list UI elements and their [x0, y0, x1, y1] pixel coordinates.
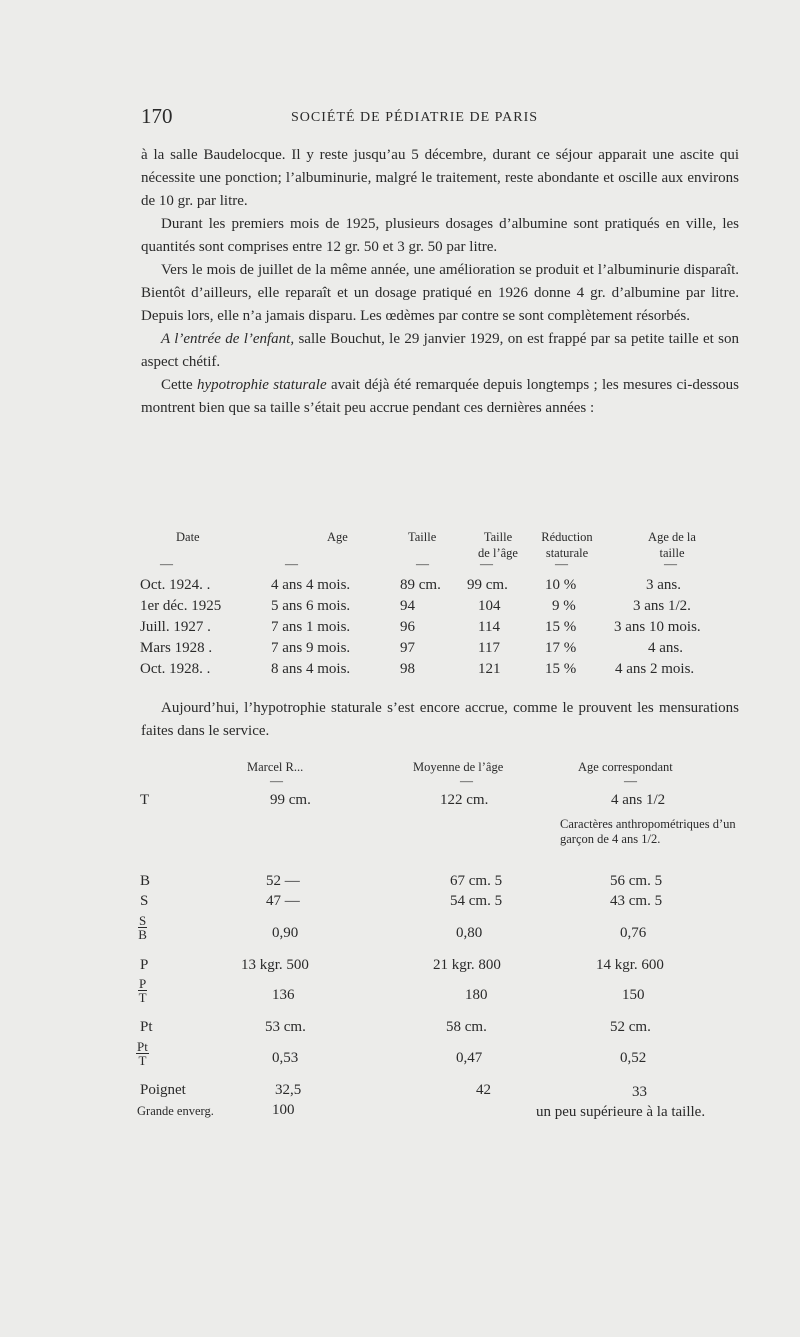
ratio-denominator: B [138, 927, 147, 942]
dash: — [416, 556, 429, 571]
ratio-p-over-t [138, 977, 147, 1004]
cell-reduction: 10 % [545, 577, 577, 593]
cell-date: Oct. 1924. . [140, 577, 211, 593]
row-label: T [140, 792, 150, 808]
cell-correspondant: 56 cm. 5 [610, 873, 663, 889]
cell-correspondant: 33 [632, 1084, 647, 1100]
header-reduction-line2: staturale [545, 546, 589, 560]
cell-age-taille: 4 ans. [648, 640, 683, 656]
row-label: Grande enverg. [137, 1104, 214, 1118]
row-label: S [140, 893, 149, 909]
cell-moyenne: 0,80 [456, 925, 483, 941]
header-age-taille-line2: taille [659, 546, 685, 560]
header-age-taille-line1: Age de la [648, 530, 696, 544]
paragraph-1: à la salle Baudelocque. Il y reste jusqu’au 5 décembre, durant ce séjour apparait une ascite qui nécessite une ponction; l’albuminurie, malgré le traitement, reste abondante et oscille aux environs de 10 gr. par litre. [141, 147, 739, 209]
cell-correspondant: 52 cm. [610, 1019, 651, 1035]
header-marcel: Marcel R... [247, 760, 304, 774]
cell-age-taille: 4 ans 2 mois. [615, 661, 695, 677]
row-label: P [140, 957, 149, 973]
dash: — [460, 773, 473, 788]
ratio-numerator: S [139, 913, 147, 928]
header-date: Date [176, 530, 200, 544]
header-taille: Taille [408, 530, 437, 544]
cell-moyenne: 122 cm. [440, 792, 489, 808]
cell-moyenne: 54 cm. 5 [450, 893, 503, 909]
dash: — [480, 556, 493, 571]
anthropometric-note: Caractères anthropométriques d’un garçon de 4 ans 1/2. [560, 817, 736, 846]
cell-age-taille: 3 ans. [646, 577, 681, 593]
cell-age: 7 ans 9 mois. [271, 640, 351, 656]
cell-reduction: 15 % [545, 661, 577, 677]
cell-reduction: 17 % [545, 640, 577, 656]
cell-age: 8 ans 4 mois. [271, 661, 351, 677]
cell-marcel: 0,53 [272, 1050, 299, 1066]
cell-taille-age: 121 [478, 661, 501, 677]
dash: — [285, 556, 298, 571]
cell-correspondant: 4 ans 1/2 [611, 792, 666, 808]
paragraph-5 [141, 374, 739, 420]
cell-taille: 97 [400, 640, 415, 656]
cell-reduction: 15 % [545, 619, 577, 635]
row-label: B [140, 873, 151, 889]
cell-taille: 94 [400, 598, 415, 614]
row-label: Pt [140, 1019, 153, 1035]
cell-taille: 98 [400, 661, 415, 677]
cell-taille-age: 104 [478, 598, 501, 614]
cell-correspondant: 150 [622, 987, 645, 1003]
cell-correspondant: un peu supérieure à la taille. [536, 1104, 706, 1120]
cell-moyenne: 67 cm. 5 [450, 873, 503, 889]
cell-moyenne: 180 [465, 987, 488, 1003]
paragraph-4-text: salle Bouchut, le 29 janvier 1929, on est frappé par sa petite taille et son aspect chétif. [141, 331, 739, 370]
ratio-numerator: P [139, 976, 147, 991]
dash: — [664, 556, 677, 571]
dash: — [270, 773, 283, 788]
header-age: Age [327, 530, 348, 544]
cell-age: 4 ans 4 mois. [271, 577, 351, 593]
cell-correspondant: 0,76 [620, 925, 647, 941]
ratio-denominator: T [138, 1053, 147, 1068]
cell-age-taille: 3 ans 1/2. [633, 598, 691, 614]
cell-marcel: 53 cm. [265, 1019, 306, 1035]
header-taille-age [466, 529, 530, 561]
cell-date: Oct. 1928. . [140, 661, 211, 677]
paragraph-4 [141, 328, 739, 374]
cell-taille-age: 117 [478, 640, 500, 656]
cell-taille: 89 cm. [400, 577, 441, 593]
paragraph-5-italic: hypotrophie staturale [197, 377, 327, 393]
cell-moyenne: 42 [476, 1082, 491, 1098]
running-head: SOCIÉTÉ DE PÉDIATRIE DE PARIS [291, 110, 539, 125]
header-moyenne: Moyenne de l’âge [413, 760, 504, 774]
cell-age: 5 ans 6 mois. [271, 598, 351, 614]
paragraph-3: Vers le mois de juillet de la même année, une amélioration se produit et l’albuminurie disparaît. Bientôt d’ailleurs, elle reparaît et un dosage pratiqué en 1926 donne 4 gr. d’albumine par litre. Depuis lors, elle n’a jamais disparu. Les œdèmes par contre se sont complètement résorbés. [141, 262, 739, 324]
row-label: Poignet [140, 1082, 186, 1098]
header-taille-age-line2: de l’âge [478, 546, 518, 560]
cell-marcel: 0,90 [272, 925, 299, 941]
ratio-s-over-b [138, 914, 147, 941]
header-reduction-line1: Réduction [541, 530, 593, 544]
paragraph-4-italic: A l’entrée de l’enfant, [161, 331, 295, 347]
cell-correspondant: 14 kgr. 600 [596, 957, 664, 973]
cell-marcel: 47 — [266, 893, 300, 909]
header-taille-age-line1: Taille [483, 530, 513, 544]
ratio-denominator: T [138, 990, 147, 1005]
cell-taille-age: 114 [478, 619, 500, 635]
cell-marcel: 99 cm. [270, 792, 311, 808]
cell-correspondant: 0,52 [620, 1050, 647, 1066]
header-correspondant: Age correspondant [578, 760, 673, 774]
cell-marcel: 52 — [266, 873, 300, 889]
paragraph-5-start: Cette [161, 377, 197, 393]
paragraph-2: Durant les premiers mois de 1925, plusieurs dosages d’albumine sont pratiqués en ville, les quantités sont comprises entre 12 gr. 50 et 3 gr. 50 par litre. [141, 216, 739, 255]
dash: — [624, 773, 637, 788]
cell-age: 7 ans 1 mois. [271, 619, 351, 635]
ratio-pt-over-t [136, 1040, 149, 1067]
cell-taille-age: 99 cm. [467, 577, 508, 593]
cell-date: Mars 1928 . [140, 640, 213, 656]
cell-date: 1er déc. 1925 [140, 598, 222, 614]
ratio-numerator: Pt [137, 1039, 148, 1054]
paragraph-6: Aujourd’hui, l’hypotrophie staturale s’est encore accrue, comme le prouvent les mensurations faites dans le service. [141, 700, 739, 739]
cell-marcel: 136 [272, 987, 295, 1003]
cell-marcel: 100 [272, 1102, 295, 1118]
cell-moyenne: 0,47 [456, 1050, 483, 1066]
paragraph-5-text: avait déjà été remarquée depuis longtemps ; les mesures ci-dessous montrent bien que sa taille s’était peu accrue pendant ces dernières années : [141, 377, 739, 416]
cell-date: Juill. 1927 . [140, 619, 211, 635]
page-header [141, 104, 741, 134]
cell-age-taille: 3 ans 10 mois. [614, 619, 701, 635]
page-number: 170 [141, 104, 173, 128]
cell-correspondant: 43 cm. 5 [610, 893, 663, 909]
cell-marcel: 13 kgr. 500 [241, 957, 309, 973]
dash: — [555, 556, 568, 571]
dash: — [160, 556, 173, 571]
cell-marcel: 32,5 [275, 1082, 302, 1098]
cell-reduction: 9 % [552, 598, 576, 614]
cell-moyenne: 58 cm. [446, 1019, 487, 1035]
body-text [141, 144, 739, 420]
cell-taille: 96 [400, 619, 415, 635]
cell-moyenne: 21 kgr. 800 [433, 957, 501, 973]
